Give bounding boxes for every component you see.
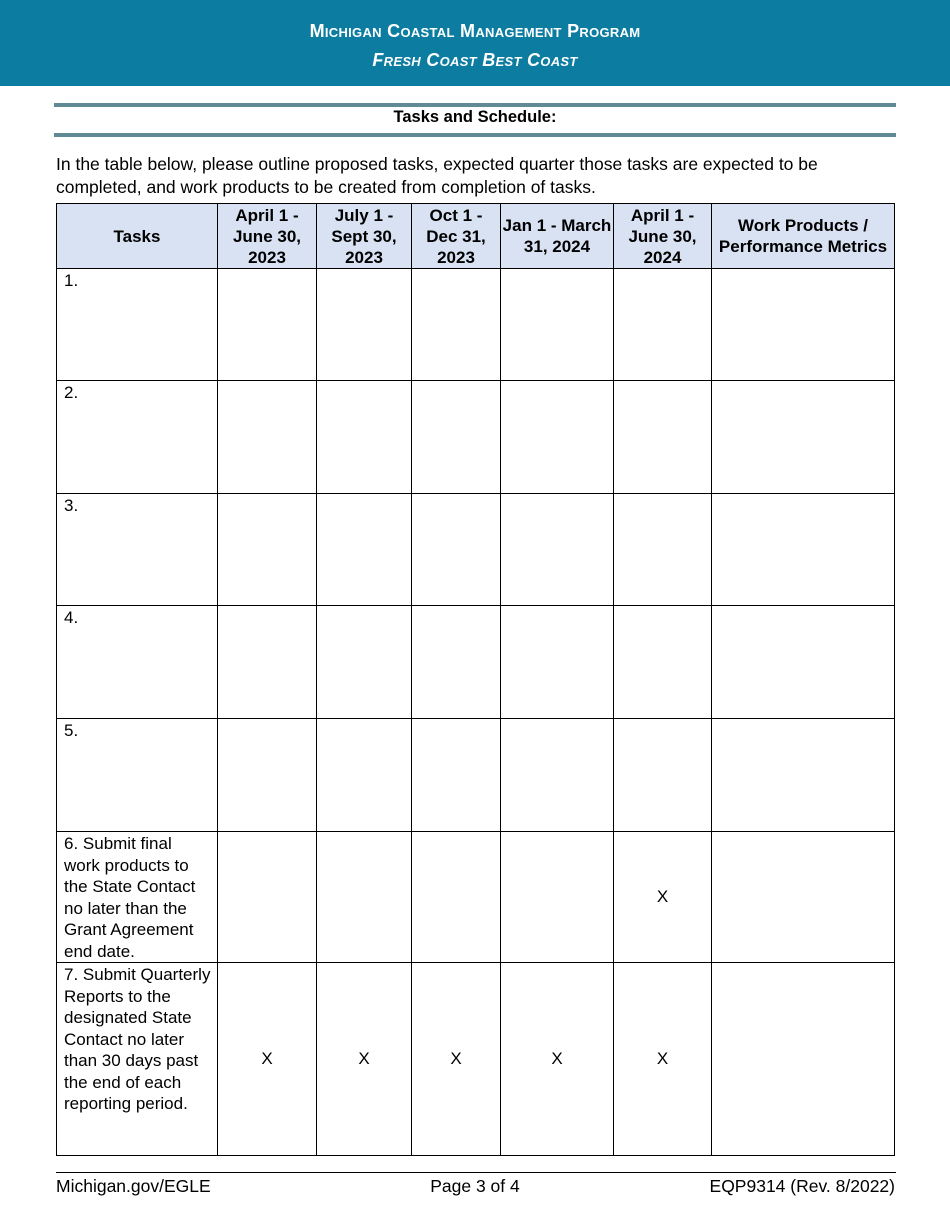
table-row: [57, 963, 895, 1156]
schedule-cell: [317, 832, 412, 963]
schedule-cell: [317, 606, 412, 719]
work-products-cell: [712, 269, 895, 381]
column-header-q4: Jan 1 - March 31, 2024: [501, 204, 614, 269]
schedule-cell: X: [614, 832, 712, 963]
schedule-cell: [218, 606, 317, 719]
table-row: [57, 606, 895, 719]
column-header-work-products: Work Products / Performance Metrics: [712, 204, 895, 269]
schedule-cell: [218, 832, 317, 963]
schedule-cell: X: [317, 963, 412, 1156]
schedule-cell: [412, 494, 501, 606]
header-banner: [0, 0, 950, 86]
schedule-cell: [218, 381, 317, 494]
schedule-cell: [218, 269, 317, 381]
schedule-cell: [501, 832, 614, 963]
task-cell: 2.: [57, 381, 218, 494]
schedule-cell: [317, 719, 412, 832]
work-products-cell: [712, 381, 895, 494]
schedule-cell: [614, 269, 712, 381]
footer-form-number: EQP9314 (Rev. 8/2022): [709, 1176, 895, 1196]
column-header-q1: April 1 - June 30, 2023: [218, 204, 317, 269]
intro-paragraph: In the table below, please outline proposed tasks, expected quarter those tasks are expected to be completed, and work products to be created from completion of tasks.: [56, 154, 818, 197]
schedule-cell: [614, 606, 712, 719]
column-header-q5: April 1 - June 30, 2024: [614, 204, 712, 269]
table-row: [57, 494, 895, 606]
schedule-cell: [317, 269, 412, 381]
column-header-q2: July 1 - Sept 30, 2023: [317, 204, 412, 269]
schedule-cell: [501, 719, 614, 832]
schedule-cell: [501, 269, 614, 381]
program-title: Michigan Coastal Management Program: [309, 21, 641, 41]
table-row: [57, 269, 895, 381]
table-row: [57, 719, 895, 832]
schedule-cell: [614, 494, 712, 606]
schedule-cell: [614, 719, 712, 832]
table-row: [57, 832, 895, 963]
schedule-cell: [501, 606, 614, 719]
tasks-schedule-table: [56, 203, 895, 1156]
work-products-cell: [712, 963, 895, 1156]
footer-website: Michigan.gov/EGLE: [56, 1176, 211, 1196]
task-cell: 7. Submit Quarterly Reports to the designated State Contact no later than 30 days past the end of each reporting period.: [57, 963, 218, 1156]
task-cell: 3.: [57, 494, 218, 606]
task-cell: 5.: [57, 719, 218, 832]
schedule-cell: [412, 832, 501, 963]
schedule-cell: X: [218, 963, 317, 1156]
schedule-cell: [317, 494, 412, 606]
schedule-cell: X: [614, 963, 712, 1156]
work-products-cell: [712, 719, 895, 832]
schedule-cell: [501, 494, 614, 606]
schedule-cell: [412, 606, 501, 719]
schedule-cell: [412, 719, 501, 832]
section-title: Tasks and Schedule:: [393, 108, 557, 126]
schedule-cell: [218, 494, 317, 606]
schedule-cell: [218, 719, 317, 832]
schedule-cell: [412, 381, 501, 494]
task-cell: 1.: [57, 269, 218, 381]
schedule-cell: X: [412, 963, 501, 1156]
schedule-cell: X: [501, 963, 614, 1156]
work-products-cell: [712, 606, 895, 719]
program-tagline: Fresh Coast Best Coast: [372, 50, 578, 70]
section-rule-top: [54, 103, 896, 107]
schedule-cell: [614, 381, 712, 494]
task-cell: 4.: [57, 606, 218, 719]
column-header-tasks: Tasks: [57, 204, 218, 269]
schedule-cell: [501, 381, 614, 494]
schedule-cell: [412, 269, 501, 381]
table-row: [57, 381, 895, 494]
schedule-cell: [317, 381, 412, 494]
column-header-q3: Oct 1 - Dec 31, 2023: [412, 204, 501, 269]
table-header-row: [57, 204, 895, 269]
work-products-cell: [712, 832, 895, 963]
footer-rule: [56, 1172, 896, 1173]
footer-page-number: Page 3 of 4: [430, 1176, 520, 1196]
work-products-cell: [712, 494, 895, 606]
task-cell: 6. Submit final work products to the State Contact no later than the Grant Agreement end date.: [57, 832, 218, 963]
section-rule-bottom: [54, 133, 896, 137]
